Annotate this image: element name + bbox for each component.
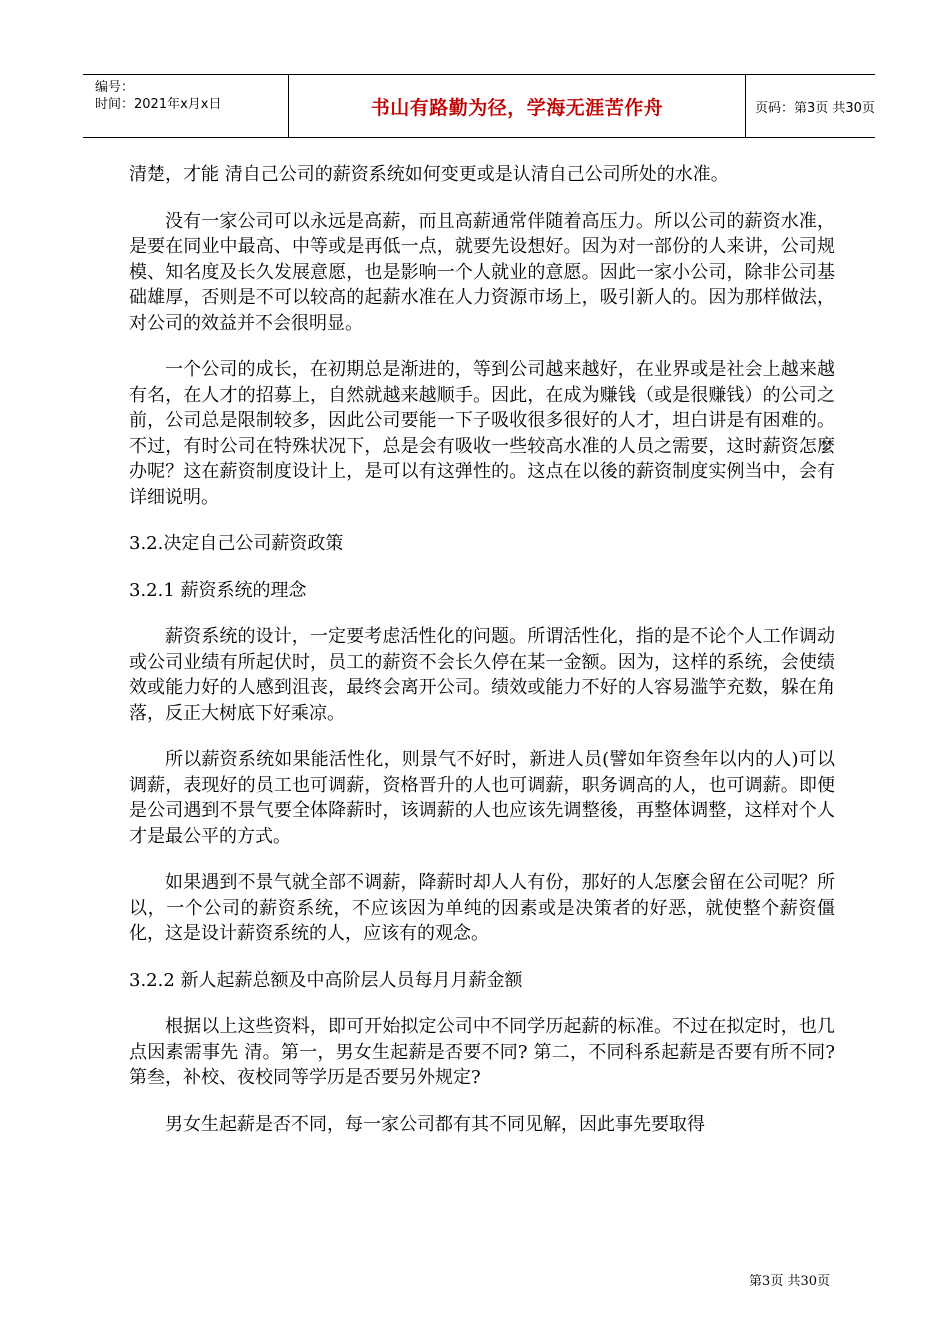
paragraph: 没有一家公司可以永远是高薪，而且高薪通常伴随着高压力。所以公司的薪资水准，是要在同业中最高、中等或是再低一点，就要先设想好。因为对一部份的人来讲，公司规模、知名度及长久发展意愿，也是影响一个人就业的意愿。因此一家小公司，除非公司基础雄厚，否则是不可以较高的起薪水准在人力资源市场上，吸引新人的。因为那样做法，对公司的效益并不会很明显。: [129, 210, 835, 334]
header-motto: 书山有路勤为径，学海无涯苦作舟: [288, 75, 746, 137]
document-number-label: 编号：: [95, 80, 135, 95]
document-body: [129, 162, 835, 1158]
document-time-label: 时间：2021年x月x日: [95, 97, 222, 112]
page-footer: 第3页 共30页: [749, 1274, 830, 1289]
paragraph: 薪资系统的设计，一定要考虑活性化的问题。所谓活性化，指的是不论个人工作调动或公司业绩有所起伏时，员工的薪资不会长久停在某一金额。因为，这样的系统，会使绩效或能力好的人感到沮丧，最终会离开公司。绩效或能力不好的人容易滥竽充数，躲在角落，反正大树底下好乘凉。: [129, 626, 835, 724]
paragraph: 所以薪资系统如果能活性化，则景气不好时，新进人员(譬如年资叁年以内的人)可以调薪，表现好的员工也可调薪，资格晋升的人也可调薪，职务调高的人，也可调薪。即便是公司遇到不景气要全体降薪时，该调薪的人也应该先调整後，再整体调整，这样对个人才是最公平的方式。: [129, 749, 835, 847]
paragraph: 清楚，才能 清自己公司的薪资系统如何变更或是认清自己公司所处的水准。: [129, 164, 729, 185]
section-heading: 3.2.2 新人起薪总额及中高阶层人员每月月薪金额: [129, 969, 523, 991]
paragraph: 如果遇到不景气就全部不调薪，降薪时却人人有份，那好的人怎麼会留在公司呢？所以，一个公司的薪资系统，不应该因为单纯的因素或是决策者的好恶，就使整个薪资僵化，这是设计薪资系统的人，应该有的观念。: [129, 872, 835, 944]
paragraph: 男女生起薪是否不同，每一家公司都有其不同见解，因此事先要取得: [165, 1113, 705, 1135]
paragraph: 根据以上这些资料，即可开始拟定公司中不同学历起薪的标准。不过在拟定时，也几点因素需事先 清。第一，男女生起薪是否要不同? 第二，不同科系起薪是否要有所不同? 第叁，补校、夜校同等学历是否要另外规定?: [129, 1016, 835, 1088]
section-heading: 3.2.决定自己公司薪资政策: [129, 533, 344, 554]
page-header: [83, 74, 875, 138]
header-meta: [95, 79, 280, 113]
section-heading: 3.2.1 薪资系统的理念: [129, 579, 307, 601]
paragraph: 一个公司的成长，在初期总是渐进的，等到公司越来越好，在业界或是社会上越来越有名，在人才的招募上，自然就越来越顺手。因此，在成为赚钱（或是很赚钱）的公司之前，公司总是限制较多，因此公司要能一下子吸收很多很好的人才，坦白讲是有困难的。不过，有时公司在特殊状况下，总是会有吸收一些较高水准的人员之需要，这时薪资怎麼办呢？这在薪资制度设计上，是可以有这弹性的。这点在以後的薪资制度实例当中，会有详细说明。: [129, 359, 835, 508]
header-page-info: 页码：第3页 共30页: [755, 100, 875, 116]
